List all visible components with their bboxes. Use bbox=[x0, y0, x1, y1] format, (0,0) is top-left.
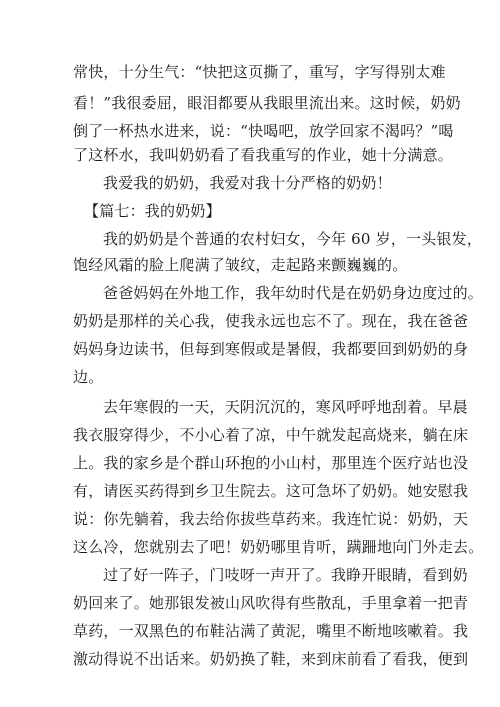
paragraph-line: 我的奶奶是个普通的农村妇女，今年 60 岁，一头银发， bbox=[103, 230, 483, 248]
paragraph-line: 我爱我的奶奶，我爱对我十分严格的奶奶！ bbox=[103, 174, 392, 192]
paragraph-line: 爸爸妈妈在外地工作，我年幼时代是在奶奶身边度过的。 bbox=[103, 284, 484, 302]
paragraph-line: 去年寒假的一天，天阴沉沉的，寒风呼呼地刮着。早晨 bbox=[103, 398, 468, 416]
paragraph-line: 妈妈身边读书，但每到寒假或是暑假，我都要回到奶奶的身 bbox=[73, 340, 469, 358]
paragraph-line: 常快，十分生气：“快把这页撕了，重写，字写得别太难 bbox=[73, 63, 446, 81]
paragraph-line: 我衣服穿得少，不小心着了凉，中午就发起高烧来，躺在床 bbox=[73, 426, 469, 444]
paragraph-line: 激动得说不出话来。奶奶换了鞋，来到床前看了看我，便到 bbox=[73, 650, 469, 668]
paragraph-line: 上。我的家乡是个群山环抱的小山村，那里连个医疗站也没 bbox=[73, 454, 469, 472]
paragraph-line: 了这杯水，我叫奶奶看了看我重写的作业，她十分满意。 bbox=[73, 146, 454, 164]
paragraph-line: 草药，一双黑色的布鞋沾满了黄泥，嘴里不断地咳嗽着。我 bbox=[73, 622, 469, 640]
paragraph-line: 倒了一杯热水进来，说：“快喝吧，放学回家不渴吗？”喝 bbox=[73, 122, 454, 140]
paragraph-line: 有，请医买药得到乡卫生院去。这可急坏了奶奶。她安慰我 bbox=[73, 482, 469, 500]
paragraph-line: 边。 bbox=[73, 368, 104, 386]
paragraph-line: 饱经风霜的脸上爬满了皱纹，走起路来颤巍巍的。 bbox=[73, 256, 408, 274]
paragraph-line: 奶奶是那样的关心我，使我永远也忘不了。现在，我在爸爸 bbox=[73, 312, 469, 330]
paragraph-line: 过了好一阵子，门吱呀一声开了。我睁开眼睛，看到奶 bbox=[103, 566, 468, 584]
paragraph-line: 说：你先躺着，我去给你拔些草药来。我连忙说：奶奶，天 bbox=[73, 510, 469, 528]
paragraph-line: 这么冷，您就别去了吧！奶奶哪里肯听，蹒跚地向门外走去。 bbox=[73, 538, 484, 556]
paragraph-line: 奶回来了。她那银发被山风吹得有些散乱，手里拿着一把青 bbox=[73, 594, 469, 612]
paragraph-line: 看！”我很委屈，眼泪都要从我眼里流出来。这时候，奶奶 bbox=[73, 94, 461, 112]
section-heading: 【篇七：我的奶奶】 bbox=[84, 202, 221, 220]
